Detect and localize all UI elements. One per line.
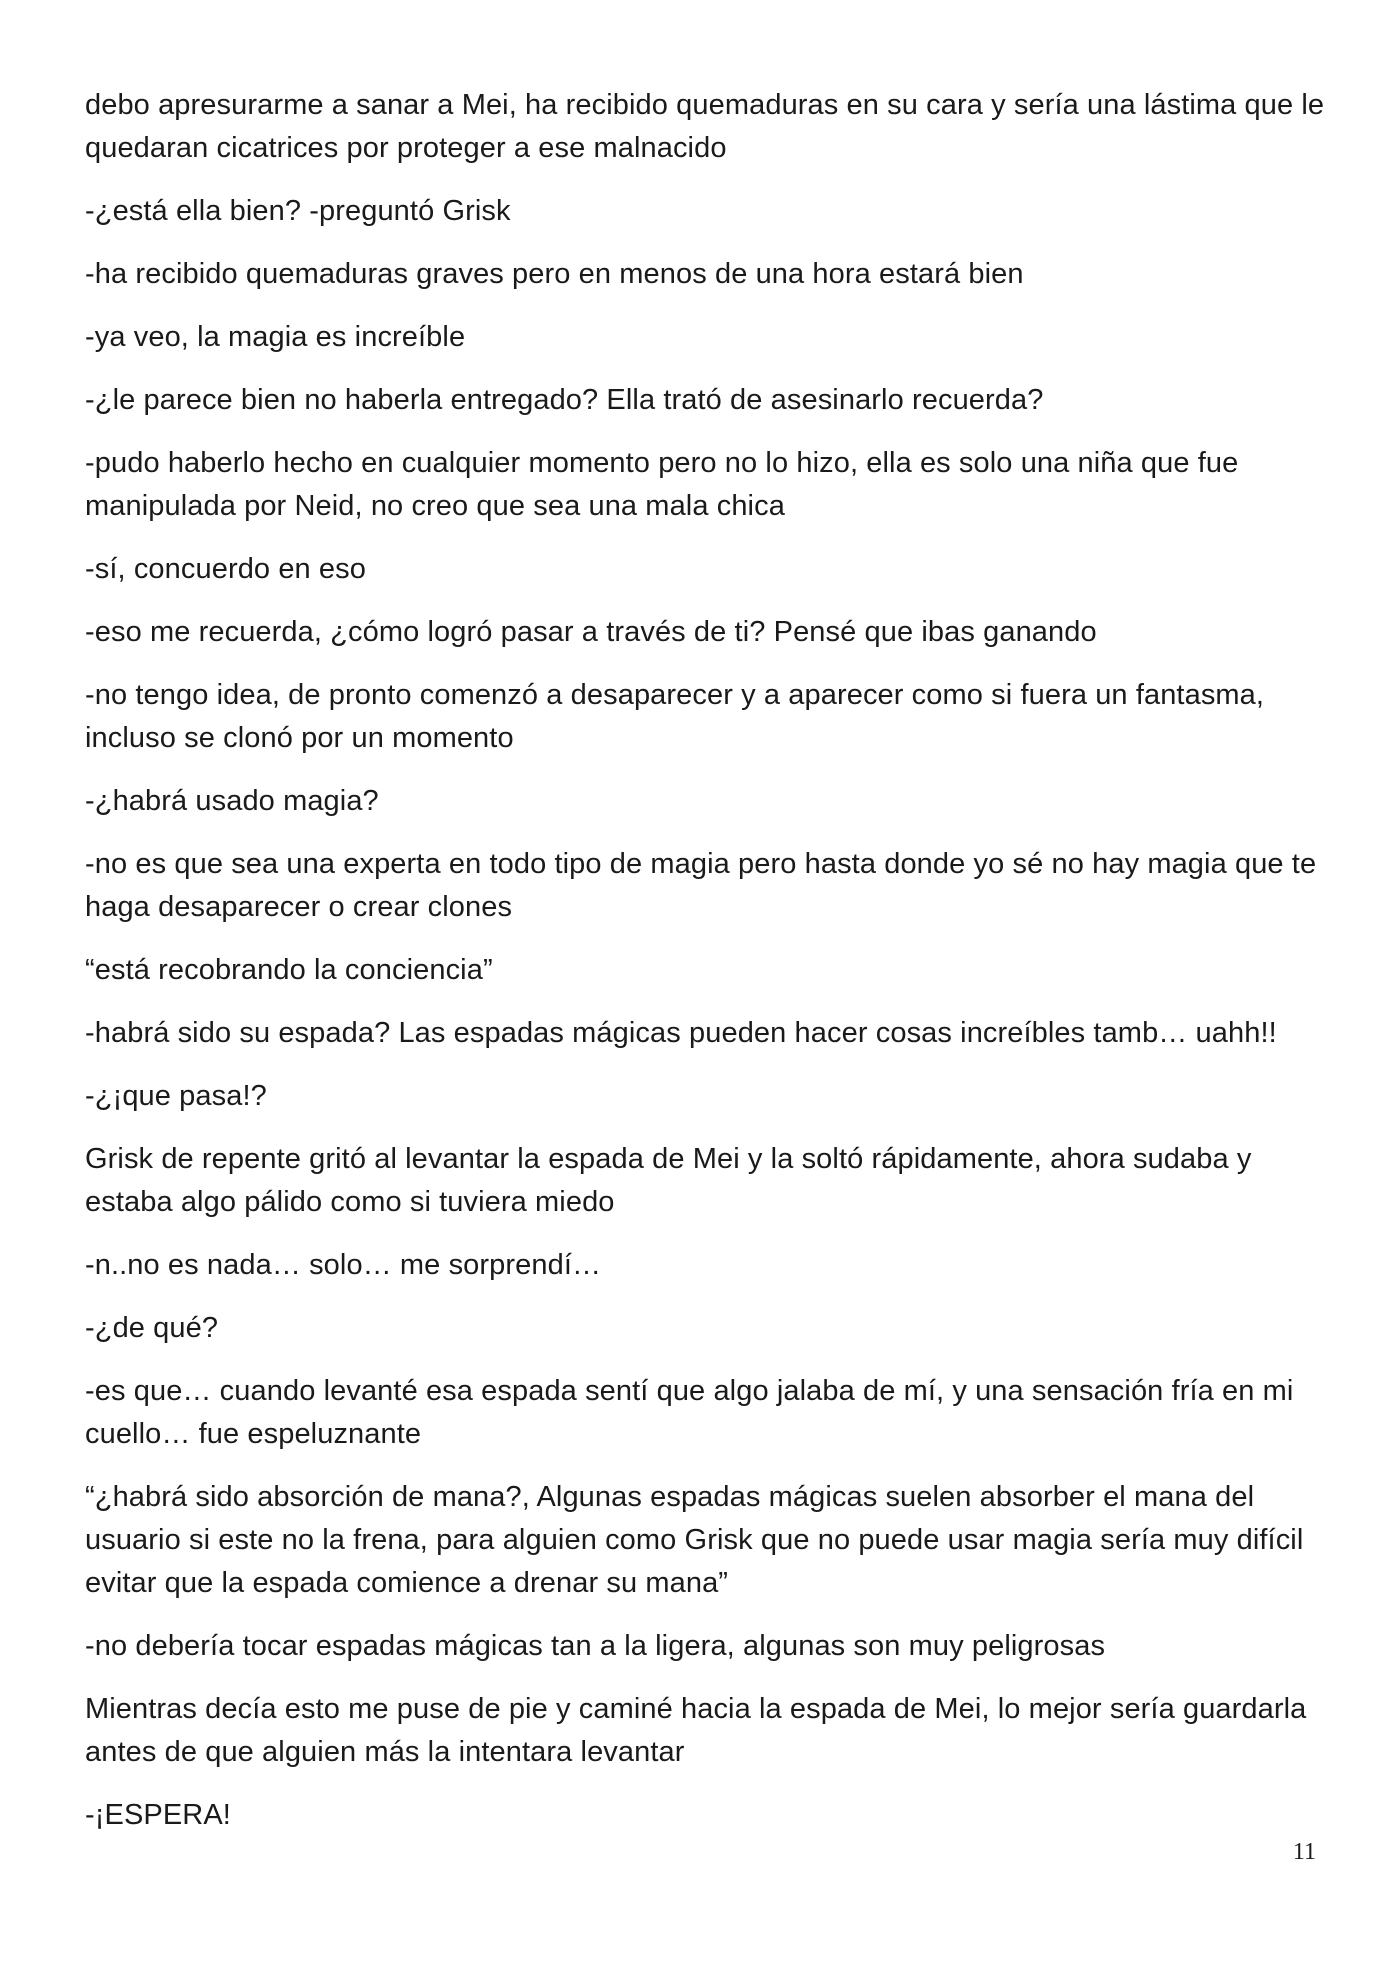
paragraph: -no tengo idea, de pronto comenzó a desaparecer y a aparecer como si fuera un fantasma, incluso se clonó por un momento xyxy=(85,679,1265,754)
paragraph: -no debería tocar espadas mágicas tan a la ligera, algunas son muy peligrosas xyxy=(85,1630,1106,1662)
paragraph: -¿está ella bien? -preguntó Grisk xyxy=(85,195,511,227)
paragraph: -ya veo, la magia es increíble xyxy=(85,321,466,353)
paragraph: -¿de qué? xyxy=(85,1312,219,1344)
paragraph: -¿le parece bien no haberla entregado? Ella trató de asesinarlo recuerda? xyxy=(85,384,1044,416)
paragraph: -eso me recuerda, ¿cómo logró pasar a través de ti? Pensé que ibas ganando xyxy=(85,616,1097,648)
paragraph: debo apresurarme a sanar a Mei, ha recibido quemaduras en su cara y sería una lástima que le quedaran cicatrices por proteger a ese malnacido xyxy=(85,89,1325,164)
paragraph: Mientras decía esto me puse de pie y caminé hacia la espada de Mei, lo mejor sería guardarla antes de que alguien más la intentara levantar xyxy=(85,1693,1307,1768)
paragraph: “está recobrando la conciencia” xyxy=(85,954,493,986)
paragraph: -es que… cuando levanté esa espada sentí que algo jalaba de mí, y una sensación fría en mi cuello… fue espeluznante xyxy=(85,1375,1294,1450)
paragraph: -no es que sea una experta en todo tipo de magia pero hasta donde yo sé no hay magia que te haga desaparecer o crear clones xyxy=(85,848,1317,923)
paragraph: -¡ESPERA! xyxy=(85,1799,231,1831)
page-number: 11 xyxy=(1292,1839,1316,1865)
paragraph: -¿habrá usado magia? xyxy=(85,785,379,817)
text-body xyxy=(85,84,1325,1857)
paragraph: “¿habrá sido absorción de mana?, Algunas espadas mágicas suelen absorber el mana del usuario si este no la frena, para alguien como Grisk que no puede usar magia sería muy difícil evitar que la espada comience a drenar su mana” xyxy=(85,1481,1304,1599)
paragraph: -¿¡que pasa!? xyxy=(85,1080,267,1112)
paragraph: -habrá sido su espada? Las espadas mágicas pueden hacer cosas increíbles tamb… uahh!! xyxy=(85,1017,1277,1049)
paragraph: -pudo haberlo hecho en cualquier momento pero no lo hizo, ella es solo una niña que fue manipulada por Neid, no creo que sea una mala chica xyxy=(85,447,1239,522)
paragraph: -ha recibido quemaduras graves pero en menos de una hora estará bien xyxy=(85,258,1024,290)
paragraph: -sí, concuerdo en eso xyxy=(85,553,366,585)
paragraph: -n..no es nada… solo… me sorprendí… xyxy=(85,1249,602,1281)
paragraph: Grisk de repente gritó al levantar la espada de Mei y la soltó rápidamente, ahora sudaba y estaba algo pálido como si tuviera miedo xyxy=(85,1143,1252,1218)
